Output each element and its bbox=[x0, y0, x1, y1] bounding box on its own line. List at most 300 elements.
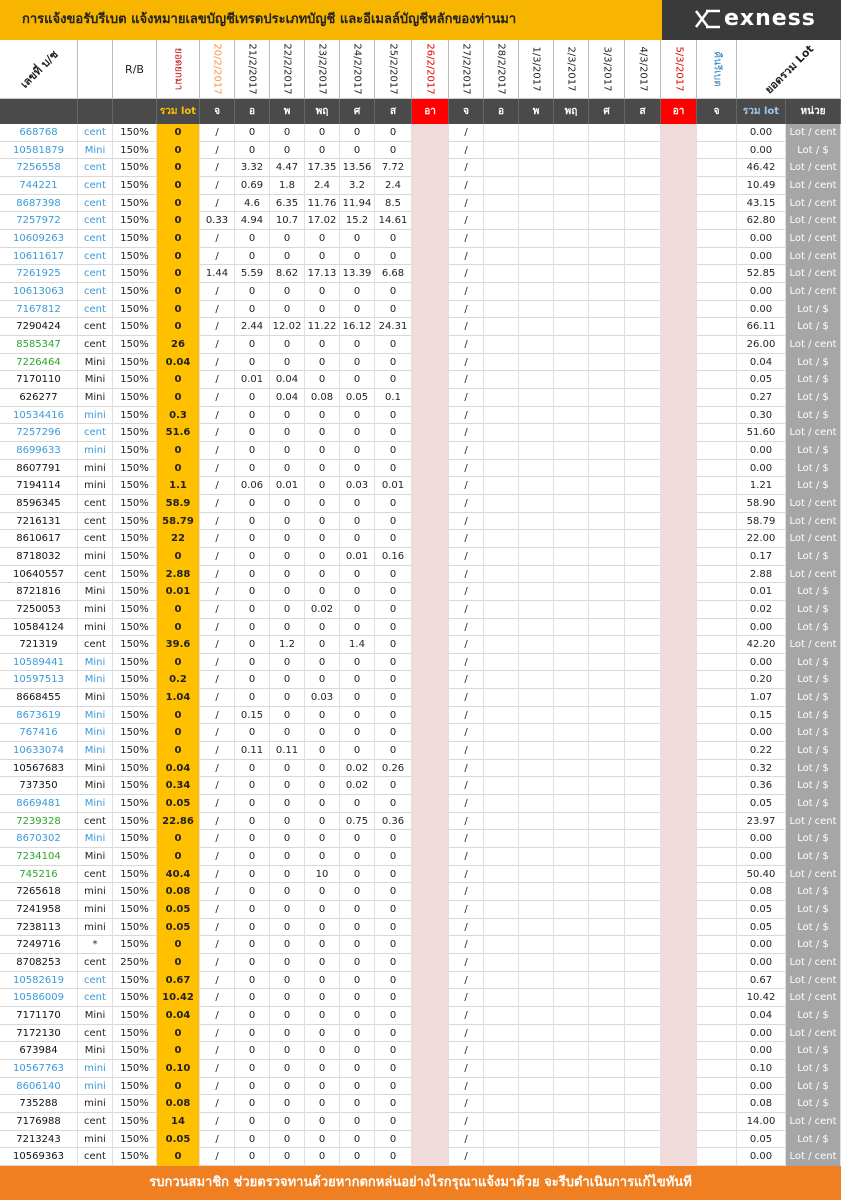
daily-lot-cell: 0 bbox=[340, 601, 375, 619]
daily-lot-cell: 5.59 bbox=[235, 265, 270, 283]
account-type: Mini bbox=[78, 654, 113, 672]
refund-cell bbox=[697, 972, 737, 990]
daily-lot-cell: 0 bbox=[305, 336, 340, 354]
unit-cell: Lot / cent bbox=[786, 989, 841, 1007]
account-type: mini bbox=[78, 1131, 113, 1149]
total-lot: 0.05 bbox=[737, 901, 786, 919]
unit-cell: Lot / $ bbox=[786, 848, 841, 866]
refund-cell bbox=[697, 477, 737, 495]
refund-cell bbox=[697, 777, 737, 795]
daily-lot-cell bbox=[589, 901, 625, 919]
table-row bbox=[0, 301, 841, 319]
daily-lot-cell bbox=[625, 124, 661, 142]
account-type: mini bbox=[78, 460, 113, 478]
daily-lot-cell: 0 bbox=[235, 777, 270, 795]
daily-lot-cell: 0 bbox=[375, 460, 412, 478]
refund-cell bbox=[697, 495, 737, 513]
rebate-rate: 150% bbox=[113, 795, 157, 813]
unit-cell: Lot / cent bbox=[786, 1025, 841, 1043]
daily-lot-cell: 24.31 bbox=[375, 318, 412, 336]
daily-lot-cell: 0 bbox=[270, 866, 305, 884]
daily-lot-cell: 0 bbox=[235, 919, 270, 937]
header-date bbox=[375, 40, 412, 98]
refund-cell bbox=[697, 566, 737, 584]
account-number: 7265618 bbox=[0, 883, 78, 901]
daily-lot-cell: 0 bbox=[235, 583, 270, 601]
daily-lot-cell: / bbox=[200, 636, 235, 654]
daily-lot-cell bbox=[412, 124, 449, 142]
lot-brought-forward: 0 bbox=[157, 195, 200, 213]
daily-lot-cell bbox=[661, 513, 697, 531]
daily-lot-cell: 0 bbox=[375, 671, 412, 689]
account-number: 10567683 bbox=[0, 760, 78, 778]
daily-lot-cell bbox=[625, 972, 661, 990]
daily-lot-cell: 0 bbox=[305, 495, 340, 513]
daily-lot-cell bbox=[519, 1113, 554, 1131]
daily-lot-cell bbox=[589, 936, 625, 954]
daily-lot-cell bbox=[625, 1131, 661, 1149]
account-type: cent bbox=[78, 866, 113, 884]
daily-lot-cell bbox=[484, 566, 519, 584]
daily-lot-cell bbox=[554, 212, 589, 230]
table-row bbox=[0, 530, 841, 548]
total-lot: 46.42 bbox=[737, 159, 786, 177]
total-lot: 0.22 bbox=[737, 742, 786, 760]
rebate-rate: 150% bbox=[113, 566, 157, 584]
daily-lot-cell bbox=[412, 548, 449, 566]
account-type: cent bbox=[78, 195, 113, 213]
table-row bbox=[0, 336, 841, 354]
daily-lot-cell bbox=[589, 919, 625, 937]
daily-lot-cell: 0 bbox=[340, 830, 375, 848]
total-lot: 0.00 bbox=[737, 230, 786, 248]
daily-lot-cell bbox=[412, 583, 449, 601]
rebate-rate: 150% bbox=[113, 1095, 157, 1113]
header-date-label: 23/2/2017 bbox=[316, 43, 328, 95]
total-lot: 10.49 bbox=[737, 177, 786, 195]
daily-lot-cell: / bbox=[200, 583, 235, 601]
lot-brought-forward: 0.05 bbox=[157, 1131, 200, 1149]
daily-lot-cell: / bbox=[200, 371, 235, 389]
daily-lot-cell bbox=[484, 265, 519, 283]
daily-lot-cell: 0 bbox=[375, 936, 412, 954]
unit-cell: Lot / $ bbox=[786, 460, 841, 478]
daily-lot-cell bbox=[625, 371, 661, 389]
daily-lot-cell: 0.11 bbox=[235, 742, 270, 760]
rebate-rate: 150% bbox=[113, 1025, 157, 1043]
daily-lot-cell bbox=[412, 460, 449, 478]
daily-lot-cell bbox=[625, 742, 661, 760]
refund-cell bbox=[697, 830, 737, 848]
subheader-day: อ bbox=[484, 99, 519, 124]
refund-cell bbox=[697, 671, 737, 689]
daily-lot-cell bbox=[661, 936, 697, 954]
subheader-day: อา bbox=[412, 99, 449, 124]
daily-lot-cell: / bbox=[449, 601, 484, 619]
unit-cell: Lot / $ bbox=[786, 583, 841, 601]
daily-lot-cell: / bbox=[200, 283, 235, 301]
daily-lot-cell: 0 bbox=[305, 424, 340, 442]
account-type: mini bbox=[78, 1078, 113, 1096]
daily-lot-cell bbox=[519, 1095, 554, 1113]
account-number: 10589441 bbox=[0, 654, 78, 672]
account-type: Mini bbox=[78, 777, 113, 795]
daily-lot-cell bbox=[519, 583, 554, 601]
daily-lot-cell bbox=[519, 1025, 554, 1043]
table-row bbox=[0, 495, 841, 513]
daily-lot-cell bbox=[484, 795, 519, 813]
daily-lot-cell: 0.33 bbox=[200, 212, 235, 230]
refund-cell bbox=[697, 159, 737, 177]
account-type: mini bbox=[78, 883, 113, 901]
unit-cell: Lot / cent bbox=[786, 230, 841, 248]
daily-lot-cell bbox=[625, 407, 661, 425]
total-lot: 14.00 bbox=[737, 1113, 786, 1131]
daily-lot-cell bbox=[625, 1060, 661, 1078]
daily-lot-cell bbox=[412, 954, 449, 972]
daily-lot-cell bbox=[625, 442, 661, 460]
daily-lot-cell: 0 bbox=[235, 601, 270, 619]
daily-lot-cell: 0 bbox=[305, 283, 340, 301]
account-number: 10586009 bbox=[0, 989, 78, 1007]
daily-lot-cell bbox=[625, 301, 661, 319]
lot-brought-forward: 0 bbox=[157, 318, 200, 336]
account-number: 8610617 bbox=[0, 530, 78, 548]
account-type: mini bbox=[78, 548, 113, 566]
daily-lot-cell: 0.02 bbox=[340, 777, 375, 795]
refund-cell bbox=[697, 336, 737, 354]
subheader-day: ศ bbox=[340, 99, 375, 124]
daily-lot-cell: / bbox=[449, 177, 484, 195]
total-lot: 0.00 bbox=[737, 124, 786, 142]
daily-lot-cell bbox=[519, 159, 554, 177]
daily-lot-cell bbox=[589, 124, 625, 142]
header-date-label: 24/2/2017 bbox=[351, 43, 363, 95]
daily-lot-cell bbox=[661, 848, 697, 866]
daily-lot-cell bbox=[519, 848, 554, 866]
table-row bbox=[0, 1007, 841, 1025]
daily-lot-cell bbox=[589, 265, 625, 283]
daily-lot-cell bbox=[484, 724, 519, 742]
daily-lot-cell bbox=[484, 777, 519, 795]
daily-lot-cell: 0 bbox=[235, 972, 270, 990]
refund-cell bbox=[697, 707, 737, 725]
account-type: Mini bbox=[78, 707, 113, 725]
unit-cell: Lot / $ bbox=[786, 1131, 841, 1149]
daily-lot-cell bbox=[661, 919, 697, 937]
daily-lot-cell: / bbox=[200, 777, 235, 795]
refund-cell bbox=[697, 1042, 737, 1060]
daily-lot-cell: 0 bbox=[270, 1042, 305, 1060]
daily-lot-cell: 0 bbox=[235, 671, 270, 689]
refund-cell bbox=[697, 548, 737, 566]
rebate-rate: 150% bbox=[113, 301, 157, 319]
daily-lot-cell: 0 bbox=[235, 513, 270, 531]
daily-lot-cell bbox=[412, 230, 449, 248]
daily-lot-cell: 0.02 bbox=[340, 760, 375, 778]
daily-lot-cell bbox=[519, 866, 554, 884]
daily-lot-cell: 13.56 bbox=[340, 159, 375, 177]
account-number: 10534416 bbox=[0, 407, 78, 425]
daily-lot-cell: 0 bbox=[340, 619, 375, 637]
daily-lot-cell bbox=[554, 389, 589, 407]
daily-lot-cell bbox=[484, 283, 519, 301]
total-lot: 0.15 bbox=[737, 707, 786, 725]
daily-lot-cell: 2.4 bbox=[375, 177, 412, 195]
account-number: 7213243 bbox=[0, 1131, 78, 1149]
daily-lot-cell bbox=[484, 848, 519, 866]
lot-brought-forward: 0 bbox=[157, 848, 200, 866]
unit-cell: Lot / $ bbox=[786, 301, 841, 319]
daily-lot-cell: 0 bbox=[305, 813, 340, 831]
daily-lot-cell bbox=[412, 530, 449, 548]
daily-lot-cell bbox=[589, 619, 625, 637]
lot-brought-forward: 0.67 bbox=[157, 972, 200, 990]
table-row bbox=[0, 813, 841, 831]
daily-lot-cell bbox=[661, 954, 697, 972]
daily-lot-cell: 0 bbox=[270, 901, 305, 919]
subheader-day: พ bbox=[270, 99, 305, 124]
unit-cell: Lot / $ bbox=[786, 760, 841, 778]
daily-lot-cell bbox=[589, 212, 625, 230]
daily-lot-cell bbox=[519, 301, 554, 319]
rebate-rate: 150% bbox=[113, 830, 157, 848]
unit-cell: Lot / $ bbox=[786, 389, 841, 407]
daily-lot-cell bbox=[412, 495, 449, 513]
rebate-rate: 150% bbox=[113, 159, 157, 177]
rebate-rate: 150% bbox=[113, 248, 157, 266]
daily-lot-cell bbox=[554, 989, 589, 1007]
daily-lot-cell: / bbox=[449, 283, 484, 301]
refund-cell bbox=[697, 1007, 737, 1025]
daily-lot-cell bbox=[625, 1007, 661, 1025]
daily-lot-cell bbox=[589, 195, 625, 213]
daily-lot-cell: 0 bbox=[305, 795, 340, 813]
daily-lot-cell bbox=[484, 371, 519, 389]
daily-lot-cell: / bbox=[200, 954, 235, 972]
total-lot: 0.05 bbox=[737, 1131, 786, 1149]
account-number: 8585347 bbox=[0, 336, 78, 354]
daily-lot-cell: 0 bbox=[235, 1042, 270, 1060]
daily-lot-cell: 0 bbox=[340, 883, 375, 901]
daily-lot-cell bbox=[554, 777, 589, 795]
unit-cell: Lot / cent bbox=[786, 972, 841, 990]
daily-lot-cell bbox=[625, 460, 661, 478]
subheader-day: อ bbox=[235, 99, 270, 124]
daily-lot-cell: 0 bbox=[340, 1148, 375, 1166]
refund-cell bbox=[697, 795, 737, 813]
daily-lot-cell bbox=[589, 460, 625, 478]
daily-lot-cell: / bbox=[449, 159, 484, 177]
daily-lot-cell: 0 bbox=[375, 795, 412, 813]
rebate-rate: 150% bbox=[113, 1131, 157, 1149]
daily-lot-cell bbox=[589, 566, 625, 584]
table-row bbox=[0, 848, 841, 866]
daily-lot-cell bbox=[625, 248, 661, 266]
daily-lot-cell: / bbox=[449, 777, 484, 795]
daily-lot-cell: 0 bbox=[305, 1042, 340, 1060]
table-row bbox=[0, 407, 841, 425]
daily-lot-cell bbox=[589, 972, 625, 990]
daily-lot-cell: 0 bbox=[375, 777, 412, 795]
unit-cell: Lot / $ bbox=[786, 742, 841, 760]
daily-lot-cell: / bbox=[449, 1060, 484, 1078]
daily-lot-cell: 0 bbox=[270, 1025, 305, 1043]
daily-lot-cell: 0 bbox=[270, 1148, 305, 1166]
daily-lot-cell: / bbox=[200, 1060, 235, 1078]
daily-lot-cell: 0 bbox=[270, 301, 305, 319]
daily-lot-cell: 0 bbox=[270, 795, 305, 813]
daily-lot-cell: 0 bbox=[340, 1060, 375, 1078]
daily-lot-cell bbox=[625, 601, 661, 619]
table-row bbox=[0, 883, 841, 901]
daily-lot-cell bbox=[412, 742, 449, 760]
lot-brought-forward: 51.6 bbox=[157, 424, 200, 442]
daily-lot-cell bbox=[625, 777, 661, 795]
account-type: cent bbox=[78, 495, 113, 513]
rebate-rate: 150% bbox=[113, 424, 157, 442]
daily-lot-cell bbox=[554, 177, 589, 195]
refund-cell bbox=[697, 1095, 737, 1113]
subheader-blank bbox=[78, 99, 113, 124]
daily-lot-cell bbox=[554, 1025, 589, 1043]
daily-lot-cell bbox=[661, 283, 697, 301]
daily-lot-cell bbox=[519, 1131, 554, 1149]
daily-lot-cell: 0.08 bbox=[305, 389, 340, 407]
daily-lot-cell bbox=[661, 566, 697, 584]
daily-lot-cell: 0 bbox=[340, 283, 375, 301]
daily-lot-cell: 0 bbox=[270, 954, 305, 972]
daily-lot-cell bbox=[554, 671, 589, 689]
daily-lot-cell bbox=[519, 1148, 554, 1166]
daily-lot-cell: / bbox=[200, 159, 235, 177]
daily-lot-cell bbox=[484, 866, 519, 884]
refund-cell bbox=[697, 636, 737, 654]
daily-lot-cell: 0 bbox=[305, 901, 340, 919]
daily-lot-cell: / bbox=[200, 671, 235, 689]
account-type: mini bbox=[78, 407, 113, 425]
daily-lot-cell: 0 bbox=[305, 636, 340, 654]
daily-lot-cell bbox=[484, 1078, 519, 1096]
total-lot: 0.00 bbox=[737, 724, 786, 742]
daily-lot-cell bbox=[661, 354, 697, 372]
daily-lot-cell: 0 bbox=[235, 795, 270, 813]
refund-cell bbox=[697, 760, 737, 778]
daily-lot-cell: 0 bbox=[340, 654, 375, 672]
table-row bbox=[0, 477, 841, 495]
daily-lot-cell bbox=[661, 1148, 697, 1166]
daily-lot-cell: 0.06 bbox=[235, 477, 270, 495]
lot-brought-forward: 0.2 bbox=[157, 671, 200, 689]
daily-lot-cell: 0 bbox=[305, 654, 340, 672]
daily-lot-cell bbox=[412, 407, 449, 425]
account-number: 8687398 bbox=[0, 195, 78, 213]
daily-lot-cell: / bbox=[449, 654, 484, 672]
daily-lot-cell: 0.01 bbox=[340, 548, 375, 566]
unit-cell: Lot / $ bbox=[786, 777, 841, 795]
daily-lot-cell: / bbox=[449, 1113, 484, 1131]
account-number: 8673619 bbox=[0, 707, 78, 725]
account-type: cent bbox=[78, 177, 113, 195]
lot-brought-forward: 22 bbox=[157, 530, 200, 548]
account-number: 10567763 bbox=[0, 1060, 78, 1078]
daily-lot-cell bbox=[412, 159, 449, 177]
daily-lot-cell: 0 bbox=[270, 530, 305, 548]
total-lot: 0.00 bbox=[737, 1148, 786, 1166]
daily-lot-cell: 13.39 bbox=[340, 265, 375, 283]
daily-lot-cell: 0 bbox=[305, 583, 340, 601]
daily-lot-cell bbox=[661, 495, 697, 513]
daily-lot-cell bbox=[554, 601, 589, 619]
total-lot: 51.60 bbox=[737, 424, 786, 442]
account-number: 8721816 bbox=[0, 583, 78, 601]
total-lot: 1.21 bbox=[737, 477, 786, 495]
daily-lot-cell: 0 bbox=[305, 407, 340, 425]
rebate-rate: 150% bbox=[113, 265, 157, 283]
account-number: 7241958 bbox=[0, 901, 78, 919]
daily-lot-cell bbox=[661, 724, 697, 742]
daily-lot-cell bbox=[484, 636, 519, 654]
daily-lot-cell: / bbox=[200, 477, 235, 495]
daily-lot-cell bbox=[484, 813, 519, 831]
unit-cell: Lot / cent bbox=[786, 336, 841, 354]
daily-lot-cell: 1.2 bbox=[270, 636, 305, 654]
daily-lot-cell bbox=[484, 513, 519, 531]
unit-cell: Lot / cent bbox=[786, 195, 841, 213]
daily-lot-cell bbox=[625, 760, 661, 778]
account-number: 10569363 bbox=[0, 1148, 78, 1166]
table-row bbox=[0, 1095, 841, 1113]
daily-lot-cell bbox=[554, 548, 589, 566]
daily-lot-cell bbox=[519, 919, 554, 937]
daily-lot-cell bbox=[625, 671, 661, 689]
subheader-day: พ bbox=[519, 99, 554, 124]
daily-lot-cell bbox=[554, 866, 589, 884]
daily-lot-cell: 0 bbox=[305, 354, 340, 372]
table-row bbox=[0, 1060, 841, 1078]
daily-lot-cell bbox=[554, 583, 589, 601]
total-lot: 0.05 bbox=[737, 795, 786, 813]
daily-lot-cell: 12.02 bbox=[270, 318, 305, 336]
refund-cell bbox=[697, 954, 737, 972]
total-lot: 0.00 bbox=[737, 936, 786, 954]
daily-lot-cell bbox=[625, 389, 661, 407]
daily-lot-cell bbox=[484, 530, 519, 548]
lot-brought-forward: 39.6 bbox=[157, 636, 200, 654]
daily-lot-cell: 0 bbox=[235, 883, 270, 901]
daily-lot-cell bbox=[661, 583, 697, 601]
refund-cell bbox=[697, 936, 737, 954]
daily-lot-cell bbox=[519, 883, 554, 901]
exness-mark-icon bbox=[694, 9, 722, 29]
daily-lot-cell bbox=[412, 477, 449, 495]
subheader-day: ศ bbox=[589, 99, 625, 124]
daily-lot-cell bbox=[412, 972, 449, 990]
header-date-label: 28/2/2017 bbox=[495, 43, 507, 95]
daily-lot-cell: 0 bbox=[270, 142, 305, 160]
daily-lot-cell: / bbox=[449, 354, 484, 372]
daily-lot-cell: 0 bbox=[270, 936, 305, 954]
lot-brought-forward: 0.10 bbox=[157, 1060, 200, 1078]
daily-lot-cell bbox=[484, 830, 519, 848]
daily-lot-cell bbox=[625, 336, 661, 354]
daily-lot-cell bbox=[554, 513, 589, 531]
daily-lot-cell: 0 bbox=[270, 883, 305, 901]
daily-lot-cell: 10.7 bbox=[270, 212, 305, 230]
daily-lot-cell: / bbox=[200, 460, 235, 478]
daily-lot-cell bbox=[661, 248, 697, 266]
rebate-rate: 150% bbox=[113, 848, 157, 866]
